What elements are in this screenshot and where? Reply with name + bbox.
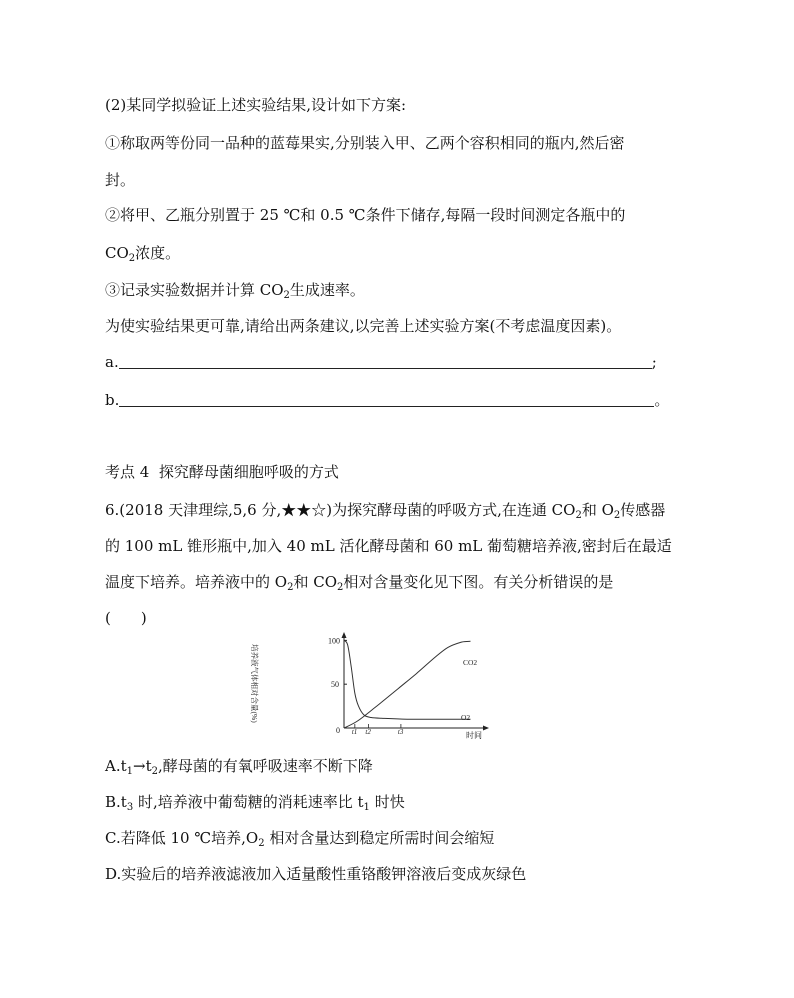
origin-label: 0 xyxy=(336,726,340,735)
q6-text-c: 传感器 xyxy=(620,501,666,519)
option-a-text-2: →t xyxy=(133,757,152,775)
q6-sub-c: 2 xyxy=(287,582,294,593)
q6-text-e: 和 CO xyxy=(293,573,337,591)
answer-paren[interactable]: ( ) xyxy=(105,609,147,627)
step2-text-pre: CO xyxy=(105,244,129,262)
step2-text-post: 浓度。 xyxy=(135,244,181,262)
answer-b-blank[interactable] xyxy=(119,392,654,407)
q6-text-f: 相对含量变化见下图。有关分析错误的是 xyxy=(343,573,614,591)
option-a-sub-1: 1 xyxy=(126,766,134,777)
q6-sub-a: 2 xyxy=(575,510,582,521)
step3-sub: 2 xyxy=(283,290,290,301)
x-tick-label-t2: t2 xyxy=(365,728,371,736)
q6-text-b: 和 O xyxy=(581,501,614,519)
option-d[interactable]: D.实验后的培养液滤液加入适量酸性重铬酸钾溶液后变成灰绿色 xyxy=(105,865,527,883)
option-a-sub-2: 2 xyxy=(151,766,158,777)
step3-text-post: 生成速率。 xyxy=(289,281,365,299)
q6-text-a: )为探究酵母菌的呼吸方式,在连通 CO xyxy=(326,501,576,519)
answer-a-end: ; xyxy=(651,353,657,371)
step1-line2: 封。 xyxy=(105,171,136,189)
option-b-text-1: B.t xyxy=(105,793,127,811)
option-c-text-1: C.若降低 10 ℃培养,O xyxy=(105,829,259,847)
x-axis-label: 时间 xyxy=(466,731,482,740)
co2-curve xyxy=(344,641,471,728)
section-label: 考点 4 xyxy=(105,463,150,481)
o2-series-label: O2 xyxy=(461,713,471,722)
y-axis-label: 培养液气体相对含量(%) xyxy=(250,644,259,723)
gas-content-chart xyxy=(250,630,495,740)
answer-b-row xyxy=(105,390,669,410)
q6-text-d: 温度下培养。培养液中的 O xyxy=(105,573,288,591)
option-c[interactable] xyxy=(105,828,494,848)
step3-text-pre: ③记录实验数据并计算 CO xyxy=(105,281,284,299)
option-c-text-2: 相对含量达到稳定所需时间会缩短 xyxy=(264,829,495,847)
y-axis-arrow-icon xyxy=(342,632,347,638)
option-c-sub: 2 xyxy=(258,838,265,849)
q6-line3 xyxy=(105,572,613,592)
co2-series-label: CO2 xyxy=(463,658,478,667)
answer-b-end: 。 xyxy=(654,391,670,409)
option-b-sub-2: 1 xyxy=(363,802,370,813)
step1-line1: ①称取两等份同一品种的蓝莓果实,分别装入甲、乙两个容积相同的瓶内,然后密 xyxy=(105,134,625,152)
difficulty-stars-icon: ★★☆ xyxy=(281,501,327,519)
question-text: 为使实验结果更可靠,请给出两条建议,以完善上述实验方案(不考虑温度因素)。 xyxy=(105,317,622,335)
step2-line1: ②将甲、乙瓶分别置于 25 ℃和 0.5 ℃条件下储存,每隔一段时间测定各瓶中的 xyxy=(105,206,626,224)
section-heading xyxy=(105,462,339,482)
answer-a-label: a. xyxy=(105,353,119,371)
part2-intro: (2)某同学拟验证上述实验结果,设计如下方案: xyxy=(105,96,407,114)
step3-line xyxy=(105,280,365,300)
step2-line2 xyxy=(105,243,180,263)
y-tick-label-50: 50 xyxy=(331,680,339,690)
answer-b-label: b. xyxy=(105,391,120,409)
option-a[interactable] xyxy=(105,756,373,776)
step2-sub: 2 xyxy=(128,253,136,264)
x-tick-label-t1: t1 xyxy=(351,728,358,736)
section-title: 探究酵母菌细胞呼吸的方式 xyxy=(158,463,339,481)
option-b-text-3: 时快 xyxy=(369,793,405,811)
o2-curve xyxy=(344,640,471,719)
option-a-text-1: A.t xyxy=(105,757,127,775)
q6-sub-d: 2 xyxy=(337,582,344,593)
option-b-text-2: 时,培养液中葡萄糖的消耗速率比 t xyxy=(133,793,364,811)
answer-a-row xyxy=(105,352,657,372)
answer-a-blank[interactable] xyxy=(119,354,652,369)
q6-source: 6.(2018 天津理综,5,6 分, xyxy=(105,501,282,519)
q6-sub-b: 2 xyxy=(613,510,621,521)
option-a-text-3: ,酵母菌的有氧呼吸速率不断下降 xyxy=(158,757,373,775)
option-b-sub-1: 3 xyxy=(126,802,134,813)
y-tick-label-100: 100 xyxy=(328,636,340,646)
x-tick-label-t3: t3 xyxy=(397,728,404,736)
q6-line1 xyxy=(105,500,665,520)
option-b[interactable] xyxy=(105,792,405,812)
x-axis-arrow-icon xyxy=(483,726,489,731)
q6-line2: 的 100 mL 锥形瓶中,加入 40 mL 活化酵母菌和 60 mL 葡萄糖培养液,密封后在最适 xyxy=(105,537,672,555)
